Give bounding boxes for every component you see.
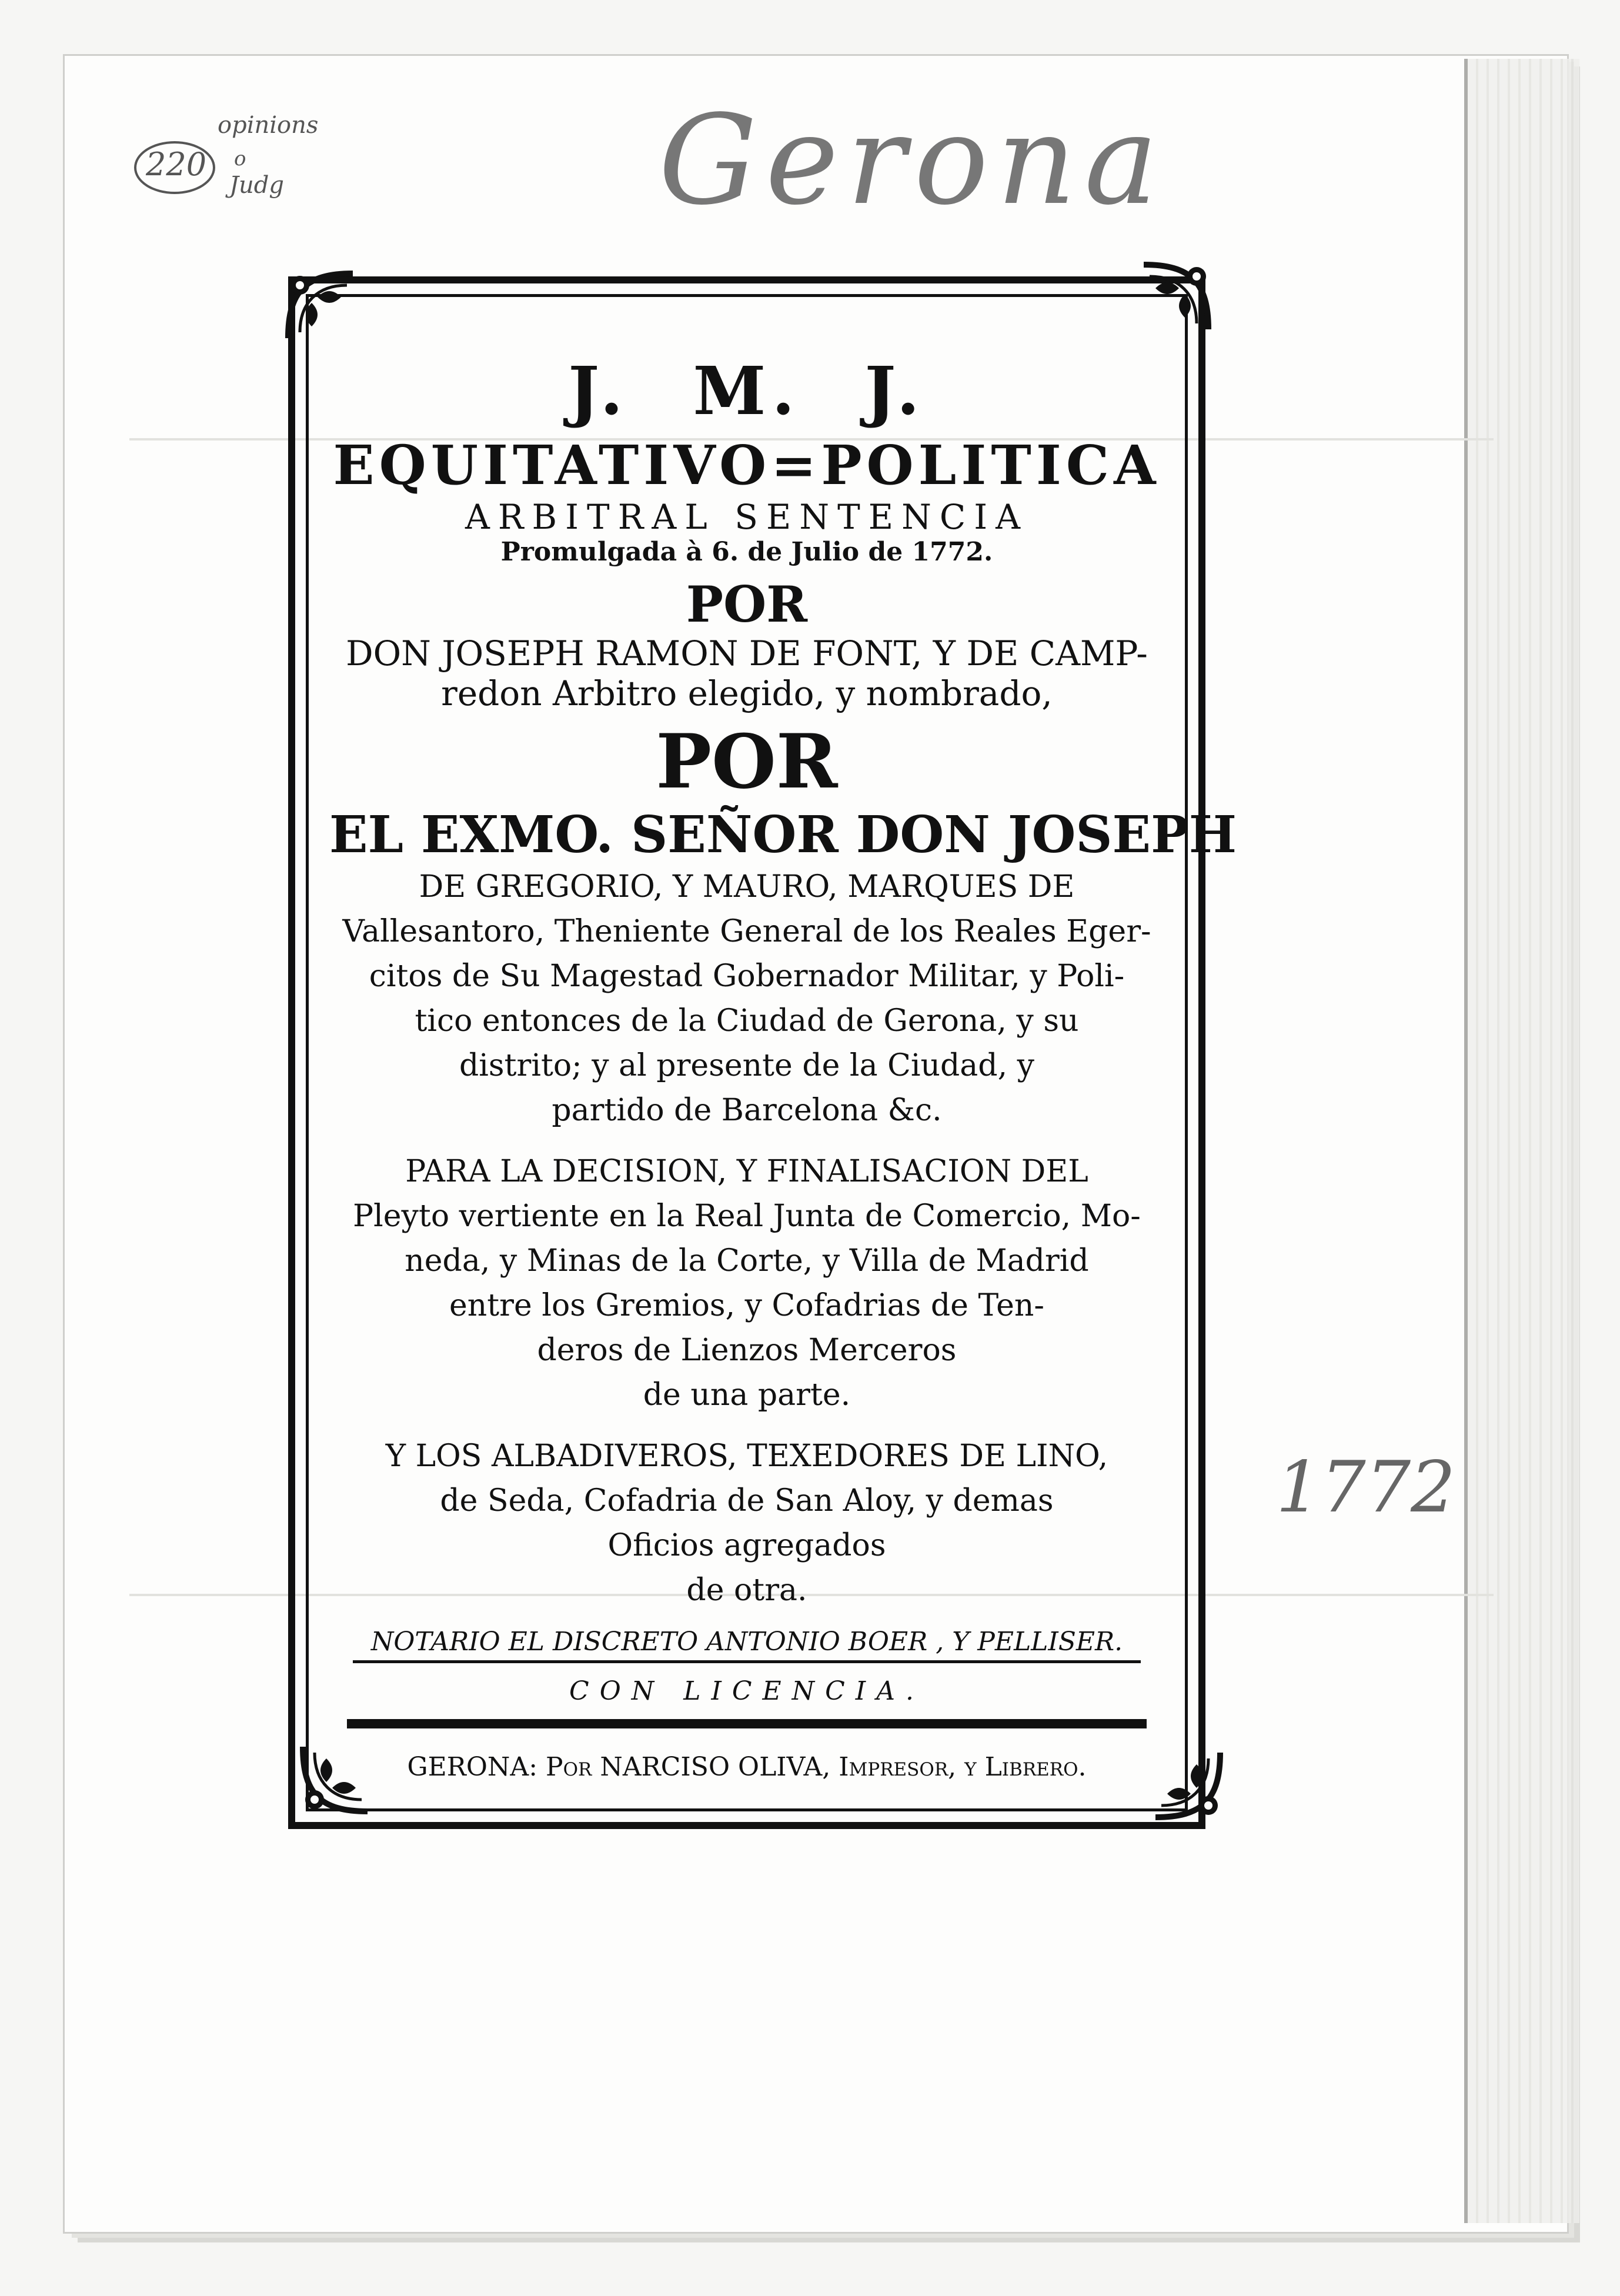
- pencil-note-1: opinions: [218, 112, 319, 139]
- title-main: EQUITATIVO=POLITICA: [333, 433, 1161, 497]
- divider-thin: [353, 1660, 1141, 1663]
- purpose-line-5: deros de Lienzos Merceros: [537, 1333, 957, 1368]
- pencil-note-3: Judg: [229, 172, 285, 199]
- purpose-line-3: neda, y Minas de la Corte, y Villa de Madrid: [405, 1243, 1089, 1279]
- appointer-line-6: partido de Barcelona &c.: [552, 1093, 942, 1128]
- title-page-text: [329, 329, 1237, 1782]
- catalog-number: 220: [146, 146, 207, 183]
- divider-thick: [347, 1719, 1147, 1728]
- appointer-line-1: DE GREGORIO, Y MAURO, MARQUES DE: [419, 869, 1075, 905]
- por-heading-1: POR: [686, 575, 808, 633]
- appointer-line-5: distrito; y al presente de la Ciudad, y: [459, 1048, 1035, 1083]
- title-sub: ARBITRAL SENTENCIA: [465, 497, 1029, 537]
- appointer-line-4: tico entonces de la Ciudad de Gerona, y su: [415, 1003, 1079, 1039]
- purpose-line-6: de una parte.: [643, 1377, 851, 1413]
- arbiter-line-2: redon Arbitro elegido, y nombrado,: [441, 673, 1053, 713]
- year-note-handwritten: 1772: [1276, 1447, 1456, 1529]
- purpose-line-1: PARA LA DECISION, Y FINALISACION DEL: [405, 1154, 1088, 1189]
- appointer-line-3: citos de Su Magestad Gobernador Militar, y Poli-: [369, 959, 1125, 994]
- title-initials: J. M. J.: [568, 353, 926, 430]
- other-party-line-3: Oficios agregados: [607, 1528, 886, 1563]
- other-party-line-1: Y LOS ALBADIVEROS, TEXEDORES DE LINO,: [385, 1439, 1108, 1474]
- other-party-line-2: de Seda, Cofadria de San Aloy, y demas: [440, 1483, 1054, 1519]
- appointer-line-2: Vallesantoro, Theniente General de los Reales Eger-: [342, 914, 1151, 949]
- purpose-line-2: Pleyto vertiente en la Real Junta de Comercio, Mo-: [353, 1199, 1141, 1234]
- corner-ornament-top-right-icon: [1138, 259, 1214, 335]
- pencil-note-2: o: [234, 147, 246, 171]
- license-line: CON LICENCIA.: [569, 1676, 924, 1706]
- imprint-line: GERONA: Por NARCISO OLIVA, Impresor, y Librero.: [407, 1752, 1087, 1782]
- appointer-heading: EL EXMO. SEÑOR DON JOSEPH: [329, 805, 1237, 865]
- place-note-handwritten: Gerona: [659, 88, 1167, 232]
- promulgation-date: Promulgada à 6. de Julio de 1772.: [500, 537, 993, 567]
- purpose-line-4: entre los Gremios, y Cofadrias de Ten-: [449, 1288, 1044, 1323]
- por-heading-2: POR: [656, 718, 838, 805]
- other-party-line-4: de otra.: [686, 1573, 807, 1608]
- paper-stack-edge: [1464, 59, 1579, 2223]
- notary-line: NOTARIO EL DISCRETO ANTONIO BOER , Y PELLISER.: [370, 1627, 1123, 1657]
- arbiter-line-1: DON JOSEPH RAMON DE FONT, Y DE CAMP-: [346, 633, 1148, 673]
